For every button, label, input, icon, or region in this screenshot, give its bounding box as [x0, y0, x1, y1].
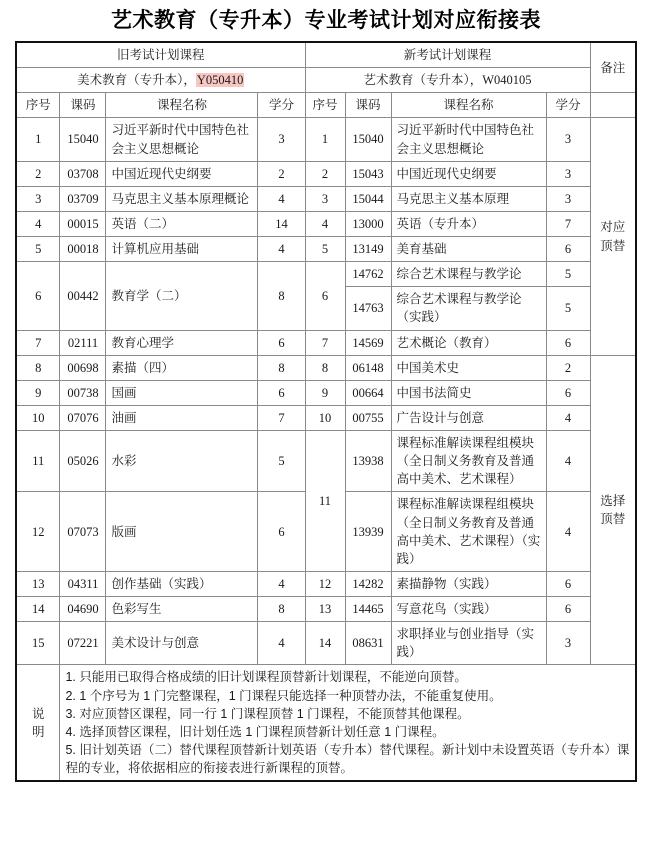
- note-item: 4. 选择顶替区课程，旧计划任选 1 门课程顶替新计划任意 1 门课程。: [65, 724, 445, 739]
- new-code: 00755: [345, 405, 391, 430]
- old-code: 00738: [60, 380, 106, 405]
- note-item: 5. 旧计划英语（二）替代课程顶替新计划英语（专升本）替代课程。新计划中未设置英语（专升本）课程的专业，将依据相应的衔接表进行新课程的顶替。: [65, 742, 630, 775]
- new-code: 14465: [345, 597, 391, 622]
- new-code: 13000: [345, 211, 391, 236]
- old-credit: 4: [258, 571, 305, 596]
- new-seq: 1: [305, 118, 345, 161]
- old-name: 教育学（二）: [106, 262, 258, 330]
- group-header-row: [16, 42, 636, 68]
- old-code: 02111: [60, 330, 106, 355]
- old-name: 马克思主义基本原理概论: [106, 186, 258, 211]
- new-code: 13149: [345, 237, 391, 262]
- old-code: 00698: [60, 355, 106, 380]
- new-credit: 2: [546, 355, 590, 380]
- new-major-cell: 艺术教育（专升本），W040105: [305, 68, 590, 93]
- old-seq: 2: [16, 161, 60, 186]
- new-seq: 8: [305, 355, 345, 380]
- old-major-code-highlight: Y050410: [196, 73, 244, 88]
- old-seq: 4: [16, 211, 60, 236]
- old-seq: 8: [16, 355, 60, 380]
- new-code: 15040: [345, 118, 391, 161]
- old-credit: 6: [258, 330, 305, 355]
- new-seq: 14: [305, 622, 345, 665]
- new-name: 广告设计与创意: [391, 405, 546, 430]
- new-code: 14762: [345, 262, 391, 287]
- notes-body: [60, 665, 636, 781]
- new-seq: 11: [305, 431, 345, 572]
- old-name: 油画: [106, 405, 258, 430]
- table-row: [16, 211, 636, 236]
- old-seq: 15: [16, 622, 60, 665]
- old-name: 中国近现代史纲要: [106, 161, 258, 186]
- remark-corresponding: 对应顶替: [590, 118, 636, 355]
- old-code: 00015: [60, 211, 106, 236]
- old-credit: 6: [258, 380, 305, 405]
- col-old-seq: 序号: [16, 93, 60, 118]
- table-row: [16, 571, 636, 596]
- old-name: 国画: [106, 380, 258, 405]
- new-seq: 9: [305, 380, 345, 405]
- new-name: 中国近现代史纲要: [391, 161, 546, 186]
- table-row: [16, 355, 636, 380]
- old-name: 教育心理学: [106, 330, 258, 355]
- new-credit: 5: [546, 287, 590, 330]
- old-seq: 10: [16, 405, 60, 430]
- old-code: 00442: [60, 262, 106, 330]
- old-name: 计算机应用基础: [106, 237, 258, 262]
- col-old-credit: 学分: [258, 93, 305, 118]
- old-seq: 14: [16, 597, 60, 622]
- new-seq: 2: [305, 161, 345, 186]
- col-new-name: 课程名称: [391, 93, 546, 118]
- col-new-seq: 序号: [305, 93, 345, 118]
- new-name: 求职择业与创业指导（实践）: [391, 622, 546, 665]
- old-credit: 5: [258, 431, 305, 492]
- old-seq: 5: [16, 237, 60, 262]
- new-seq: 3: [305, 186, 345, 211]
- old-name: 美术设计与创意: [106, 622, 258, 665]
- col-old-name: 课程名称: [106, 93, 258, 118]
- old-seq: 13: [16, 571, 60, 596]
- old-seq: 9: [16, 380, 60, 405]
- table-row: [16, 118, 636, 161]
- old-name: 素描（四）: [106, 355, 258, 380]
- old-seq: 6: [16, 262, 60, 330]
- new-name: 习近平新时代中国特色社会主义思想概论: [391, 118, 546, 161]
- old-seq: 1: [16, 118, 60, 161]
- old-credit: 4: [258, 237, 305, 262]
- old-code: 07221: [60, 622, 106, 665]
- note-item: 2. 1 个序号为 1 门完整课程，1 门课程只能选择一种顶替办法，不能重复使用。: [65, 688, 502, 703]
- old-name: 创作基础（实践）: [106, 571, 258, 596]
- old-code: 15040: [60, 118, 106, 161]
- old-credit: 4: [258, 186, 305, 211]
- new-name: 马克思主义基本原理: [391, 186, 546, 211]
- old-code: 07073: [60, 492, 106, 572]
- remark-optional: 选择顶替: [590, 355, 636, 665]
- new-credit: 3: [546, 622, 590, 665]
- old-credit: 7: [258, 405, 305, 430]
- col-new-code: 课码: [345, 93, 391, 118]
- new-credit: 3: [546, 118, 590, 161]
- old-code: 05026: [60, 431, 106, 492]
- new-seq: 7: [305, 330, 345, 355]
- new-code: 08631: [345, 622, 391, 665]
- old-name: 色彩写生: [106, 597, 258, 622]
- old-code: 04690: [60, 597, 106, 622]
- old-code: 04311: [60, 571, 106, 596]
- col-old-code: 课码: [60, 93, 106, 118]
- table-row: [16, 330, 636, 355]
- new-credit: 6: [546, 380, 590, 405]
- new-credit: 3: [546, 186, 590, 211]
- new-name: 课程标准解读课程组模块（全日制义务教育及普通高中美术、艺术课程）（实践）: [391, 492, 546, 572]
- note-item: 1. 只能用已取得合格成绩的旧计划课程顶替新计划课程，不能逆向顶替。: [65, 670, 467, 685]
- old-seq: 12: [16, 492, 60, 572]
- new-plan-group-header: 新考试计划课程: [305, 42, 590, 68]
- old-code: 07076: [60, 405, 106, 430]
- old-name: 版画: [106, 492, 258, 572]
- page-title: 艺术教育（专升本）专业考试计划对应衔接表: [111, 8, 541, 32]
- course-mapping-table: [15, 41, 637, 782]
- new-seq: 12: [305, 571, 345, 596]
- new-seq: 13: [305, 597, 345, 622]
- old-credit: 14: [258, 211, 305, 236]
- new-code: 13938: [345, 431, 391, 492]
- new-name: 美育基础: [391, 237, 546, 262]
- new-name: 课程标准解读课程组模块（全日制义务教育及普通高中美术、艺术课程）: [391, 431, 546, 492]
- new-credit: 7: [546, 211, 590, 236]
- old-credit: 6: [258, 492, 305, 572]
- new-code: 14763: [345, 287, 391, 330]
- new-name: 综合艺术课程与教学论: [391, 262, 546, 287]
- old-code: 03709: [60, 186, 106, 211]
- new-name: 英语（专升本）: [391, 211, 546, 236]
- new-credit: 6: [546, 571, 590, 596]
- new-seq: 5: [305, 237, 345, 262]
- new-name: 中国书法简史: [391, 380, 546, 405]
- notes-row: [16, 665, 636, 781]
- table-row: [16, 237, 636, 262]
- new-name: 艺术概论（教育）: [391, 330, 546, 355]
- new-name: 写意花鸟（实践）: [391, 597, 546, 622]
- new-name: 综合艺术课程与教学论（实践）: [391, 287, 546, 330]
- old-plan-group-header: 旧考试计划课程: [16, 42, 305, 68]
- old-credit: 8: [258, 597, 305, 622]
- new-credit: 4: [546, 492, 590, 572]
- table-row: [16, 262, 636, 287]
- new-seq: 6: [305, 262, 345, 330]
- new-code: 06148: [345, 355, 391, 380]
- old-code: 03708: [60, 161, 106, 186]
- old-seq: 11: [16, 431, 60, 492]
- new-credit: 6: [546, 597, 590, 622]
- new-credit: 4: [546, 431, 590, 492]
- new-name: 中国美术史: [391, 355, 546, 380]
- old-credit: 3: [258, 118, 305, 161]
- major-header-row: [16, 68, 636, 93]
- table-row: [16, 186, 636, 211]
- new-code: 00664: [345, 380, 391, 405]
- new-code: 14282: [345, 571, 391, 596]
- old-name: 习近平新时代中国特色社会主义思想概论: [106, 118, 258, 161]
- col-new-credit: 学分: [546, 93, 590, 118]
- old-credit: 8: [258, 355, 305, 380]
- notes-label: [16, 665, 60, 781]
- old-major-cell: [16, 68, 305, 93]
- table-row: [16, 405, 636, 430]
- new-seq: 4: [305, 211, 345, 236]
- table-row: [16, 161, 636, 186]
- old-credit: 2: [258, 161, 305, 186]
- column-header-row: [16, 93, 636, 118]
- old-seq: 3: [16, 186, 60, 211]
- notes-label-line2: 明: [31, 724, 45, 739]
- remark-column-header: 备注: [590, 42, 636, 93]
- new-code: 15043: [345, 161, 391, 186]
- new-seq: 10: [305, 405, 345, 430]
- old-code: 00018: [60, 237, 106, 262]
- table-row: [16, 622, 636, 665]
- old-name: 水彩: [106, 431, 258, 492]
- new-name: 素描静物（实践）: [391, 571, 546, 596]
- new-credit: 3: [546, 161, 590, 186]
- table-row: [16, 380, 636, 405]
- new-credit: 6: [546, 237, 590, 262]
- table-body: [16, 42, 636, 781]
- new-code: 14569: [345, 330, 391, 355]
- old-seq: 7: [16, 330, 60, 355]
- new-code: 15044: [345, 186, 391, 211]
- table-row: [16, 431, 636, 492]
- new-credit: 6: [546, 330, 590, 355]
- col-remark-empty: [590, 93, 636, 118]
- new-credit: 5: [546, 262, 590, 287]
- new-credit: 4: [546, 405, 590, 430]
- old-name: 英语（二）: [106, 211, 258, 236]
- note-item: 3. 对应顶替区课程，同一行 1 门课程顶替 1 门课程，不能顶替其他课程。: [65, 706, 470, 721]
- old-credit: 4: [258, 622, 305, 665]
- table-row: [16, 597, 636, 622]
- old-credit: 8: [258, 262, 305, 330]
- new-code: 13939: [345, 492, 391, 572]
- notes-label-line1: 说: [31, 706, 45, 721]
- old-major-label: 美术教育（专升本），: [77, 73, 196, 88]
